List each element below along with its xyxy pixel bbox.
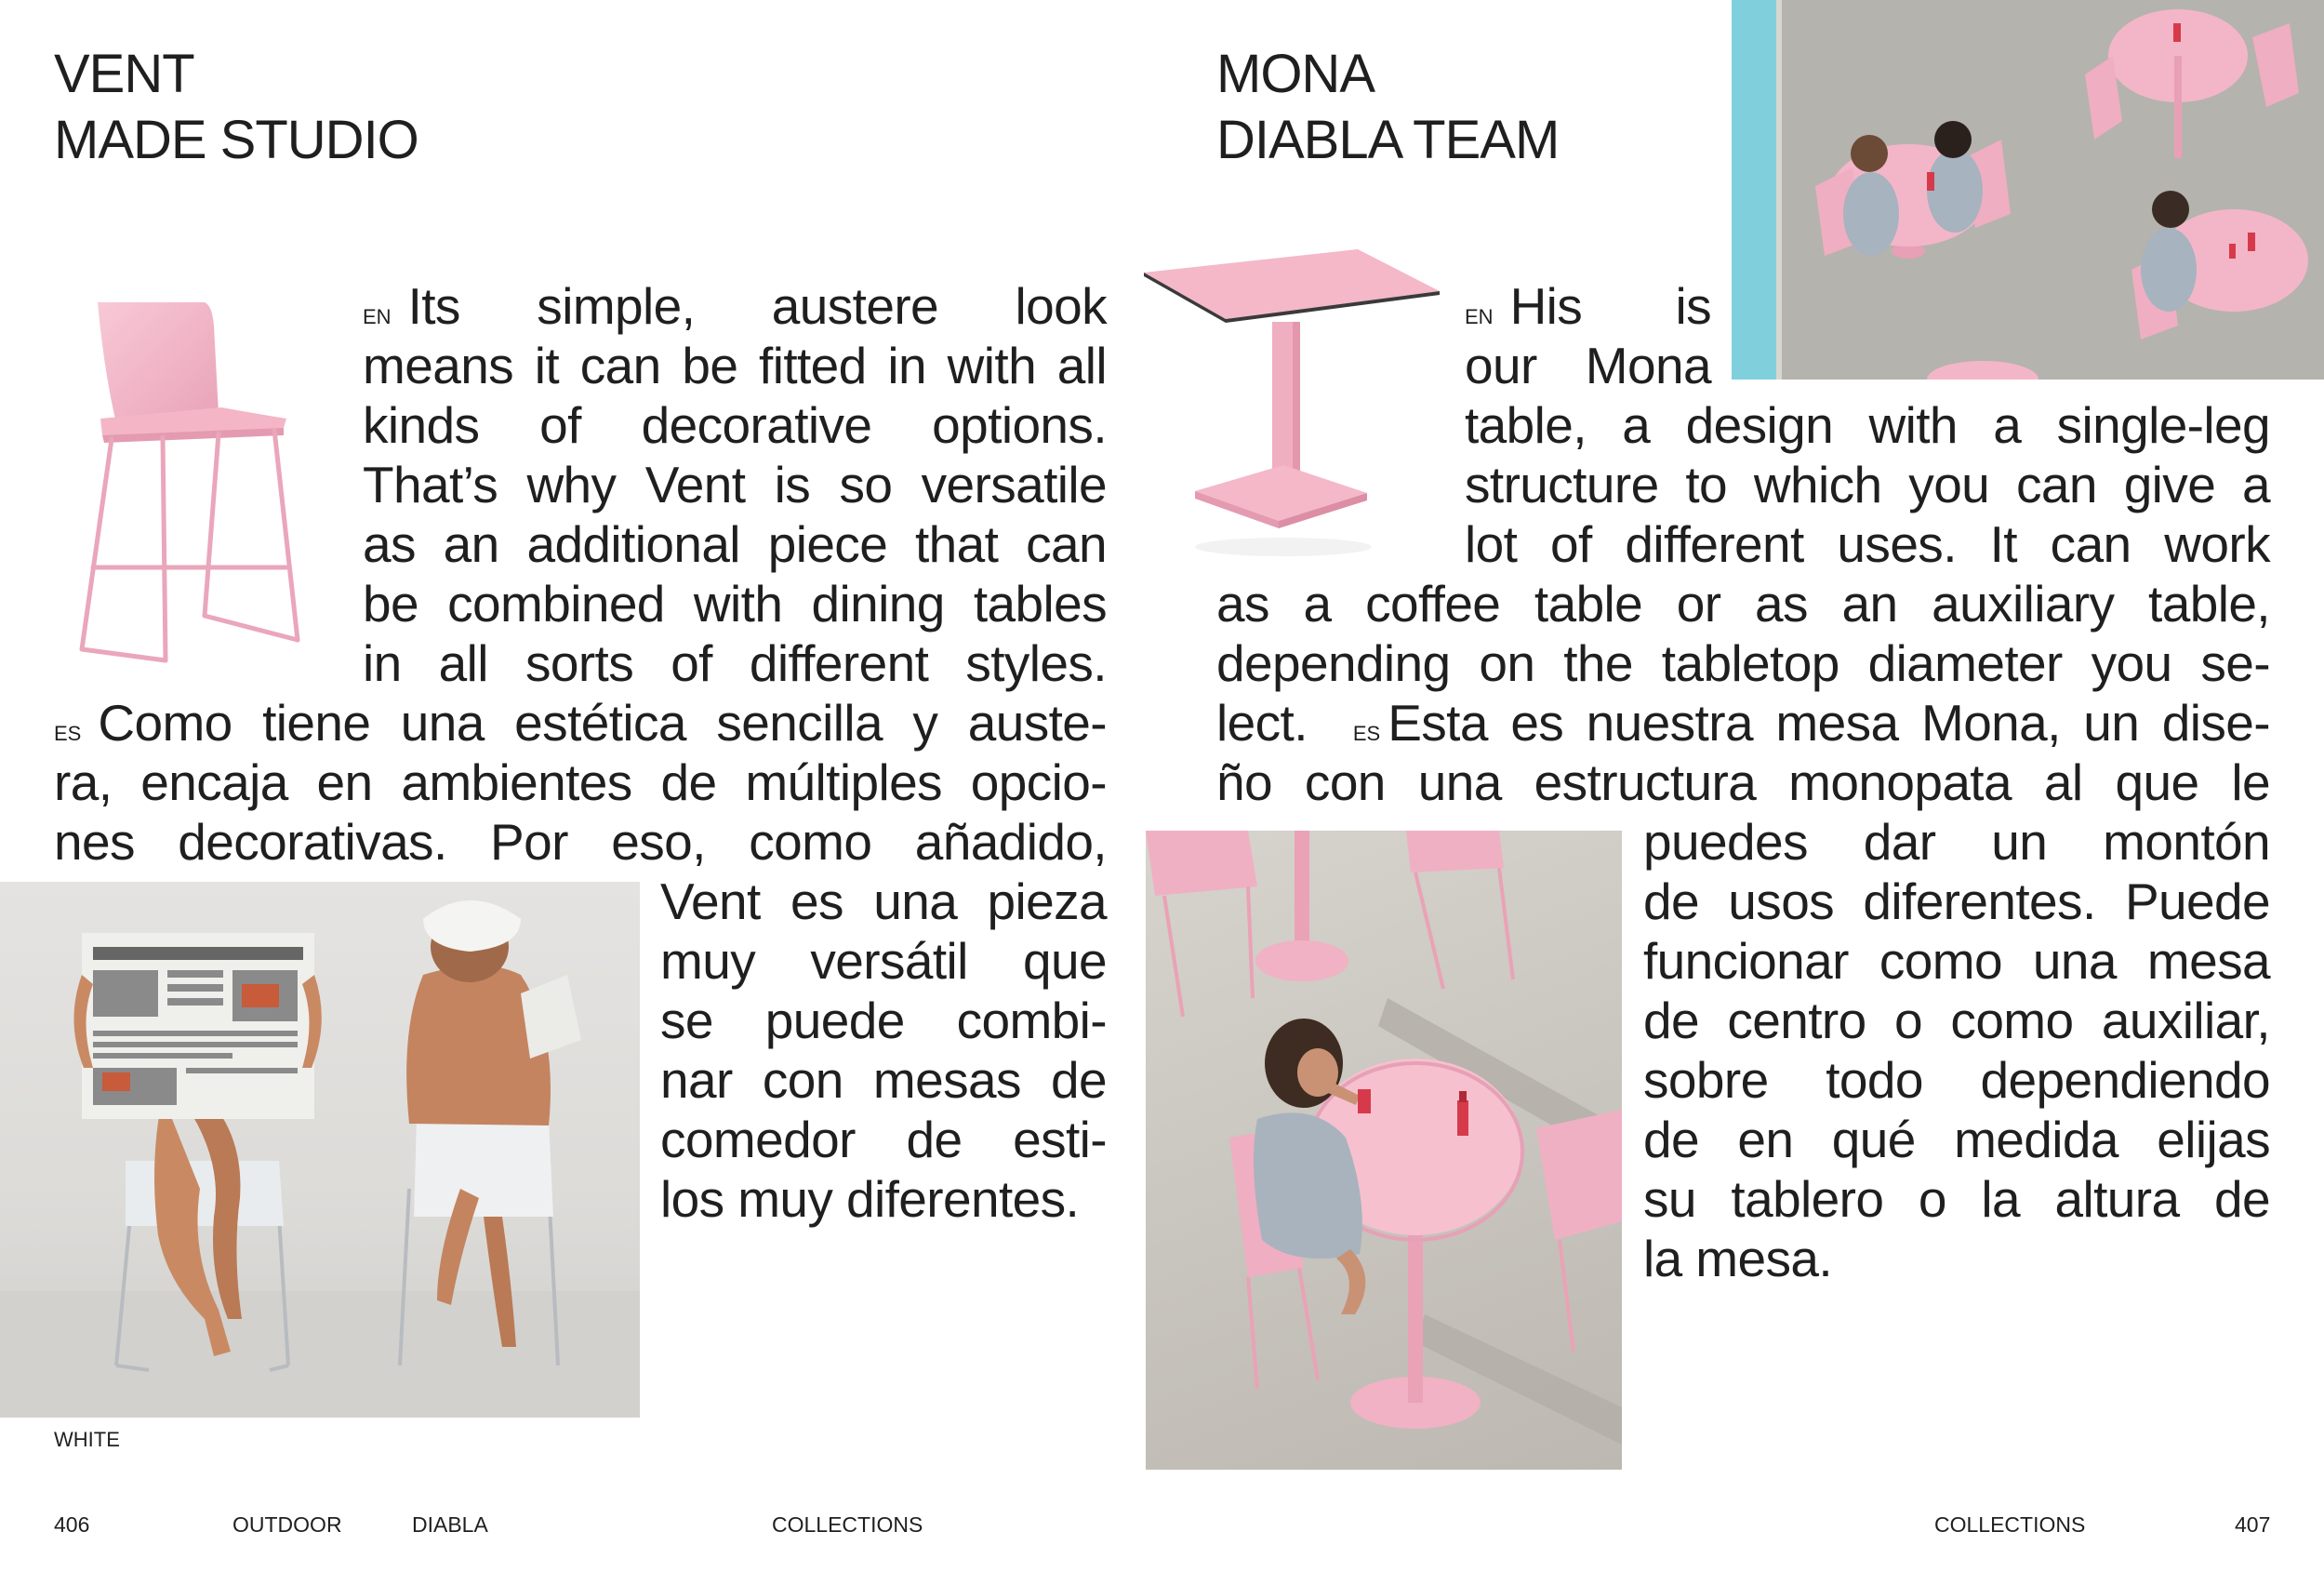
mona-description-full bbox=[1216, 574, 2270, 812]
vent-en-line-3: kinds of decorative options. bbox=[363, 396, 1107, 454]
right-title-product: MONA bbox=[1216, 44, 1374, 104]
vent-en-line-7: in all sorts of different styles. bbox=[363, 634, 1107, 692]
vent-description-en bbox=[363, 276, 1107, 693]
vent-es-line-5: muy versátil que bbox=[660, 932, 1107, 990]
vent-es-line-2: ra, encaja en ambientes de múltiples opcio- bbox=[54, 753, 1107, 811]
mona-en-line-5: lot of different uses. It can work bbox=[1465, 515, 2270, 573]
mona-es-line-7: de en qué medida elijas bbox=[1643, 1111, 2270, 1168]
vent-es-line-9: los muy diferentes. bbox=[660, 1170, 1080, 1228]
mona-es-line-3: de usos diferentes. Puede bbox=[1643, 872, 2270, 930]
mona-en-line-2: our Mona bbox=[1465, 337, 1711, 394]
mona-es-line-4: funcionar como una mesa bbox=[1643, 932, 2270, 990]
mona-en-line-6: as a coffee table or as an auxiliary table, bbox=[1216, 575, 2270, 633]
left-footer-section: OUTDOOR bbox=[232, 1512, 342, 1537]
vent-lifestyle-photo bbox=[0, 882, 640, 1418]
mona-es-line-1: ño con una estructura monopata al que le bbox=[1216, 753, 2270, 811]
vent-en-line-4: That’s why Vent is so versatile bbox=[363, 456, 1107, 513]
vent-es-line-7: nar con mesas de bbox=[660, 1051, 1107, 1109]
vent-en-line-2: means it can be fitted in with all bbox=[363, 337, 1107, 394]
vent-description-es-full bbox=[54, 693, 1107, 872]
left-page-number: 406 bbox=[54, 1512, 90, 1537]
right-title bbox=[1216, 41, 1559, 173]
vent-en-line-1: EN Its simple, austere look bbox=[363, 277, 1107, 335]
vent-es-line-6: se puede combi- bbox=[660, 992, 1107, 1049]
vent-en-line-5: as an additional piece that can bbox=[363, 515, 1107, 573]
mona-en-line-7: depending on the tabletop diameter you se- bbox=[1216, 634, 2270, 692]
left-footer-brand: DIABLA bbox=[412, 1512, 488, 1537]
mona-description-es-narrow bbox=[1643, 812, 2270, 1288]
vent-es-line-1: ES Como tiene una estética sencilla y auste- bbox=[54, 694, 1107, 752]
es-language-tag-right: ES bbox=[1352, 722, 1381, 745]
mona-en-line-4: structure to which you can give a bbox=[1465, 456, 2270, 513]
mona-description-en-narrow bbox=[1465, 276, 1711, 395]
vent-en-line-6: be combined with dining tables bbox=[363, 575, 1107, 633]
mona-es-line-9: la mesa. bbox=[1643, 1230, 1833, 1287]
vent-es-line-4: Vent es una pieza bbox=[660, 872, 1107, 930]
vent-description-es-narrow bbox=[660, 872, 1107, 1229]
left-title-designer: MADE STUDIO bbox=[54, 110, 418, 170]
es-language-tag: ES bbox=[54, 722, 82, 745]
mona-es-line-6: sobre todo dependiendo bbox=[1643, 1051, 2270, 1109]
en-language-tag-right: EN bbox=[1465, 305, 1494, 328]
mona-en-line-3: table, a design with a single-leg bbox=[1465, 396, 2270, 454]
mona-lifestyle-photo bbox=[1146, 831, 1622, 1470]
mona-en-line-1: EN His is bbox=[1465, 277, 1711, 335]
mona-table-image bbox=[1144, 249, 1441, 566]
mona-description-en-mid bbox=[1465, 395, 2270, 574]
right-footer-category: COLLECTIONS bbox=[1934, 1512, 2086, 1537]
mona-es-line-5: de centro o como auxiliar, bbox=[1643, 992, 2270, 1049]
left-title bbox=[54, 41, 418, 173]
mona-poolside-photo bbox=[1732, 0, 2324, 380]
vent-es-line-3: nes decorativas. Por eso, como añadido, bbox=[54, 813, 1107, 871]
vent-stool-image bbox=[65, 288, 316, 679]
en-language-tag: EN bbox=[363, 305, 392, 328]
mona-es-line-8: su tablero o la altura de bbox=[1643, 1170, 2270, 1228]
vent-photo-caption: WHITE bbox=[54, 1428, 120, 1451]
mona-mixed-line: lect. ES Esta es nuestra mesa Mona, un dise- bbox=[1216, 694, 2270, 752]
left-footer-category: COLLECTIONS bbox=[772, 1512, 923, 1537]
right-title-designer: DIABLA TEAM bbox=[1216, 110, 1560, 170]
left-title-product: VENT bbox=[54, 44, 194, 104]
mona-es-line-2: puedes dar un montón bbox=[1643, 813, 2270, 871]
right-page-number: 407 bbox=[2235, 1512, 2271, 1537]
vent-es-line-8: comedor de esti- bbox=[660, 1111, 1107, 1168]
